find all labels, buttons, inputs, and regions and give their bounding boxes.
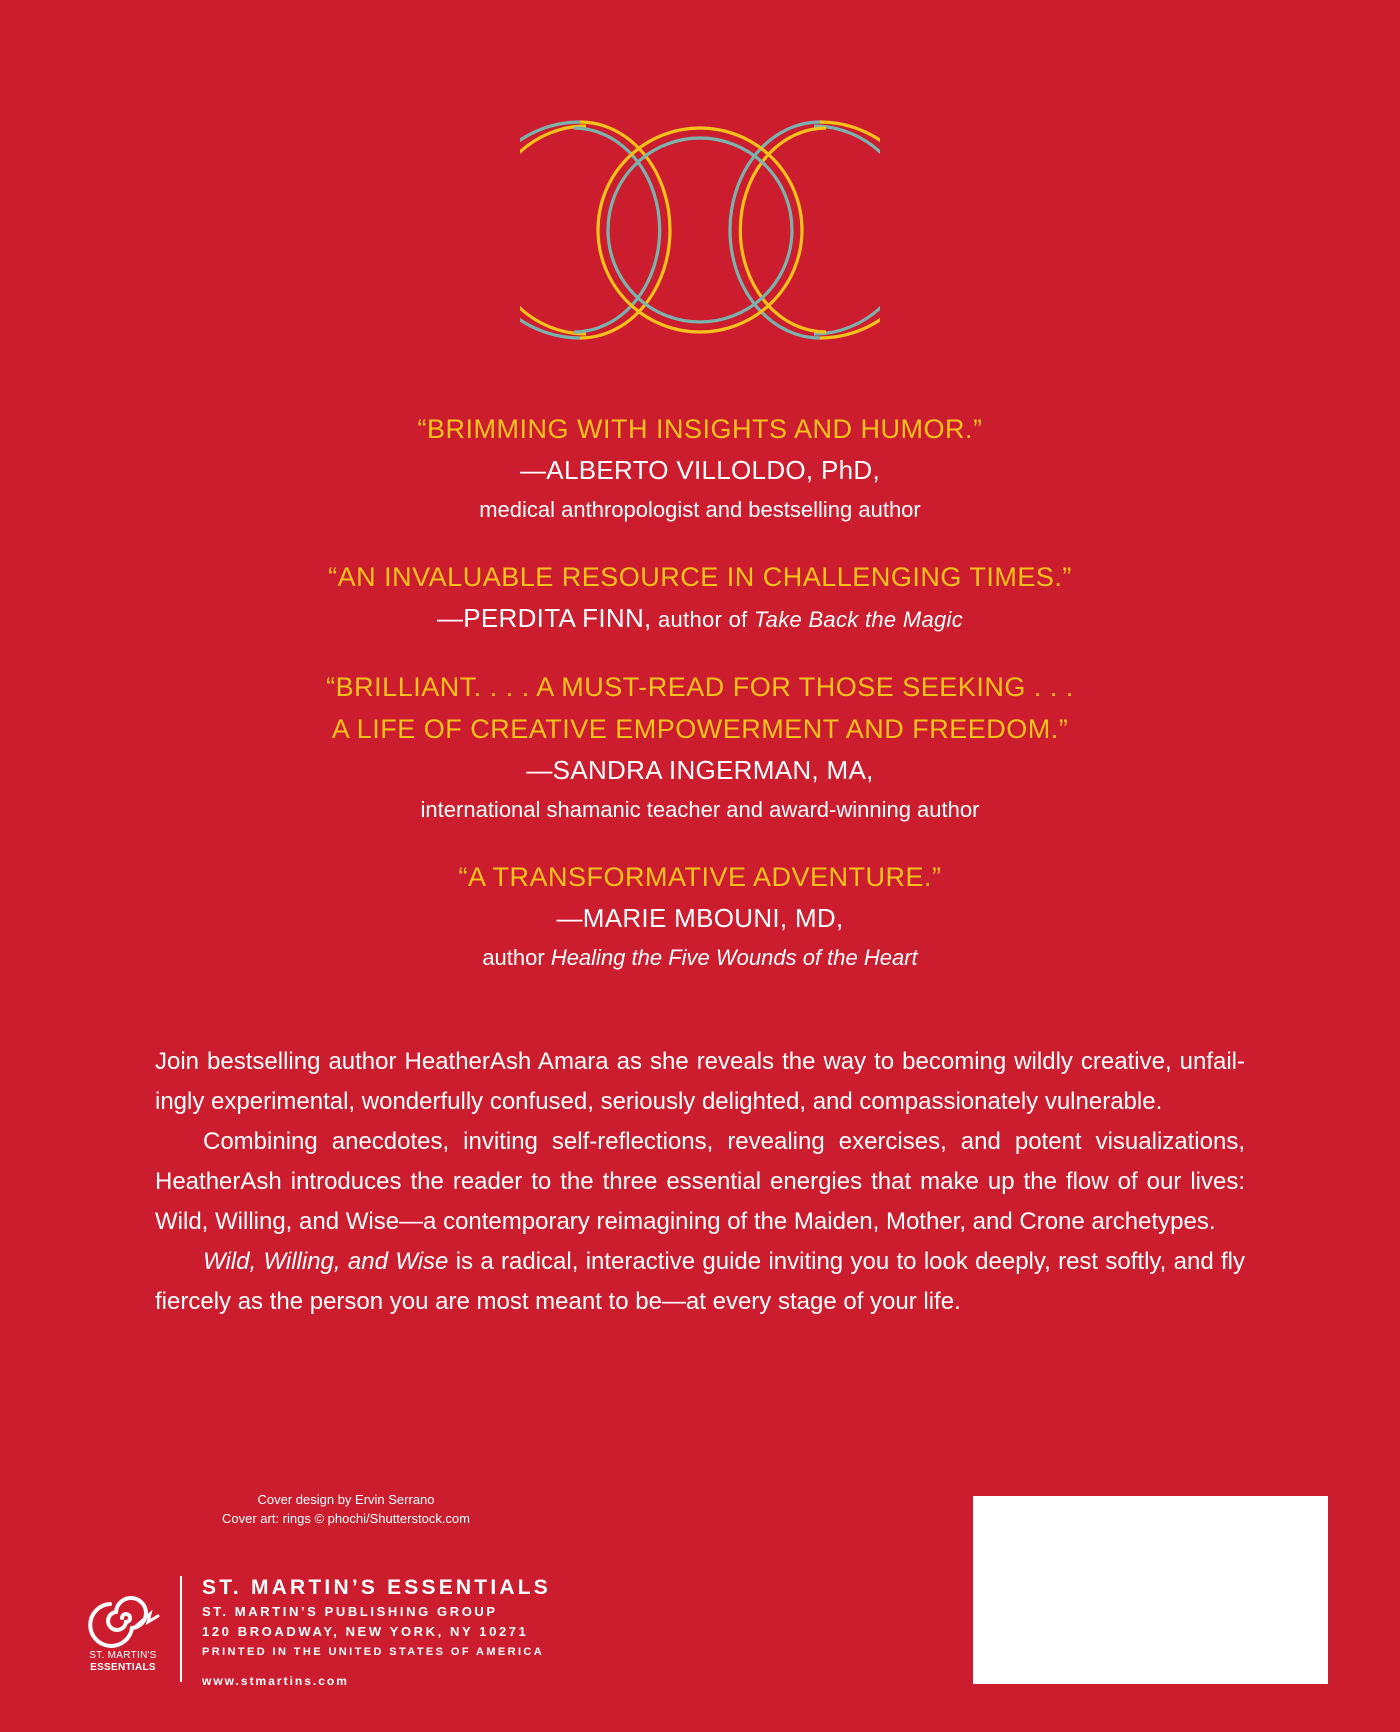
endorsements bbox=[0, 408, 1400, 1004]
publisher-url[interactable]: www.stmartins.com bbox=[202, 1674, 349, 1688]
endorsement-attribution: —PERDITA FINN, author of Take Back the Magic bbox=[436, 603, 964, 633]
center-ring-outer bbox=[598, 128, 802, 332]
left-crescent-inner bbox=[580, 122, 670, 338]
publisher-logo-text: ST. MARTIN'S ESSENTIALS bbox=[89, 1650, 157, 1673]
publisher-address: 120 BROADWAY, NEW YORK, NY 10271 bbox=[202, 1624, 529, 1639]
left-crescent-icon bbox=[520, 122, 580, 338]
book-title: Wild, Willing, and Wise bbox=[203, 1248, 449, 1275]
endorsement-quote: “AN INVALUABLE RESOURCE IN CHALLENGING TIMES.” bbox=[328, 562, 1072, 592]
right-crescent-inner bbox=[730, 122, 820, 338]
right-crescent-icon bbox=[820, 122, 880, 338]
cover-credits bbox=[196, 1490, 496, 1528]
book-description bbox=[155, 1042, 1245, 1322]
description-paragraph: Wild, Willing, and Wise is a radical, interactive guide inviting you to look deeply, rest softly, and fly fiercely as the person you are most meant to be—at every stage of your life. bbox=[155, 1248, 1245, 1315]
endorsement-ingerman bbox=[0, 666, 1400, 830]
printed-in: PRINTED IN THE UNITED STATES OF AMERICA bbox=[202, 1646, 545, 1658]
book-title: Healing the Five Wounds of the Heart bbox=[550, 945, 918, 970]
endorsement-description: medical anthropologist and bestselling author bbox=[479, 497, 921, 522]
publisher-info bbox=[202, 1574, 551, 1688]
description-paragraph: Combining anecdotes, inviting self-reflections, revealing exercises, and potent visualizations, HeatherAsh introduces the reader to the three essential energies that make up the flow of our lives: Wild, Willing, and Wise—a contemporary reimagining of the Maiden, Mother, and Crone archetypes. bbox=[155, 1128, 1245, 1235]
endorsement-attribution: —MARIE MBOUNI, MD, bbox=[556, 903, 844, 933]
book-title: Take Back the Magic bbox=[753, 607, 964, 632]
cover-art-credit: Cover art: rings © phochi/Shutterstock.com bbox=[221, 1511, 470, 1526]
endorsement-description: author Healing the Five Wounds of the Heart bbox=[482, 945, 918, 970]
publisher-group: ST. MARTIN’S PUBLISHING GROUP bbox=[202, 1604, 498, 1619]
endorsement-attribution: —ALBERTO VILLOLDO, PhD, bbox=[520, 455, 880, 485]
cover-design-credit: Cover design by Ervin Serrano bbox=[257, 1492, 435, 1507]
endorsement-quote: “A TRANSFORMATIVE ADVENTURE.” bbox=[458, 862, 942, 892]
publisher-divider bbox=[180, 1576, 182, 1682]
publisher-block bbox=[78, 1574, 678, 1688]
endorsement-description: international shamanic teacher and award-winning author bbox=[420, 797, 980, 822]
publisher-name: ST. MARTIN’S ESSENTIALS bbox=[202, 1576, 551, 1599]
endorsement-quote: “BRILLIANT. . . . A MUST-READ FOR THOSE SEEKING . . . A LIFE OF CREATIVE EMPOWERMENT AND FREEDOM.” bbox=[326, 672, 1074, 744]
endorsement-finn bbox=[0, 556, 1400, 640]
endorsement-villoldo bbox=[0, 408, 1400, 530]
description-paragraph: Join bestselling author HeatherAsh Amara as she reveals the way to becoming wildly creative, unfail- ingly experimental, wonderfully confused, seriously delighted, and compassionately vulnerable. bbox=[155, 1048, 1245, 1115]
endorsement-attribution: —SANDRA INGERMAN, MA, bbox=[526, 755, 874, 785]
endorsement-mbouni bbox=[0, 856, 1400, 978]
center-ring-inner bbox=[608, 138, 792, 322]
endorsement-quote: “BRIMMING WITH INSIGHTS AND HUMOR.” bbox=[417, 414, 983, 444]
triple-moon-rings-icon bbox=[520, 118, 880, 342]
barcode-placeholder bbox=[973, 1496, 1328, 1684]
